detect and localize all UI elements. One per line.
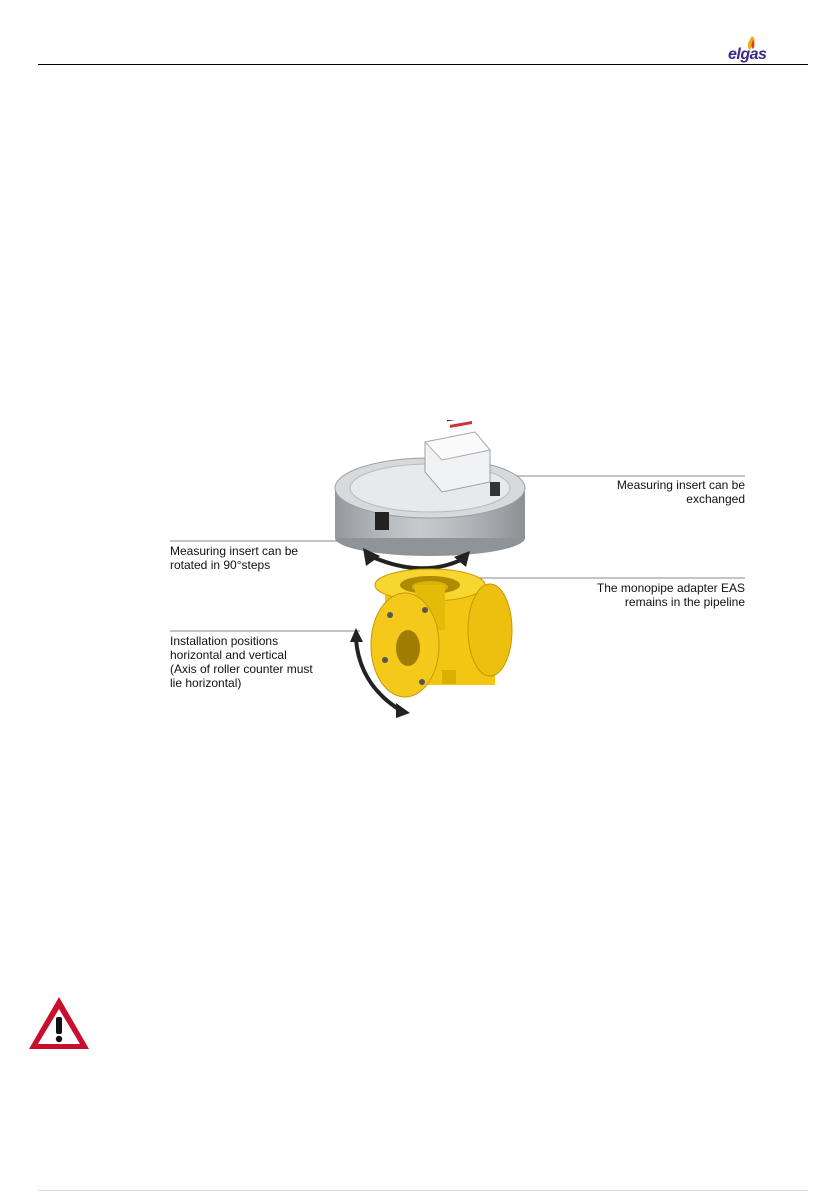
footer-rule: [38, 1190, 808, 1191]
header-rule: [38, 64, 808, 65]
monopipe-adapter: [371, 569, 512, 697]
warning-triangle-icon: [26, 994, 92, 1052]
label-insert-exchanged: Measuring insert can be exchanged: [616, 478, 745, 506]
label-insert-rotated: Measuring insert can be rotated in 90°steps: [170, 544, 299, 572]
label-adapter-remains: The monopipe adapter EAS remains in the pipeline: [596, 581, 745, 609]
gas-meter-figure: [160, 420, 760, 720]
logo-text: elgas: [728, 46, 767, 63]
elgas-logo: [722, 34, 792, 64]
label-installation-positions: Installation positions horizontal and vertical (Axis of roller counter must lie horizontal): [170, 634, 313, 690]
